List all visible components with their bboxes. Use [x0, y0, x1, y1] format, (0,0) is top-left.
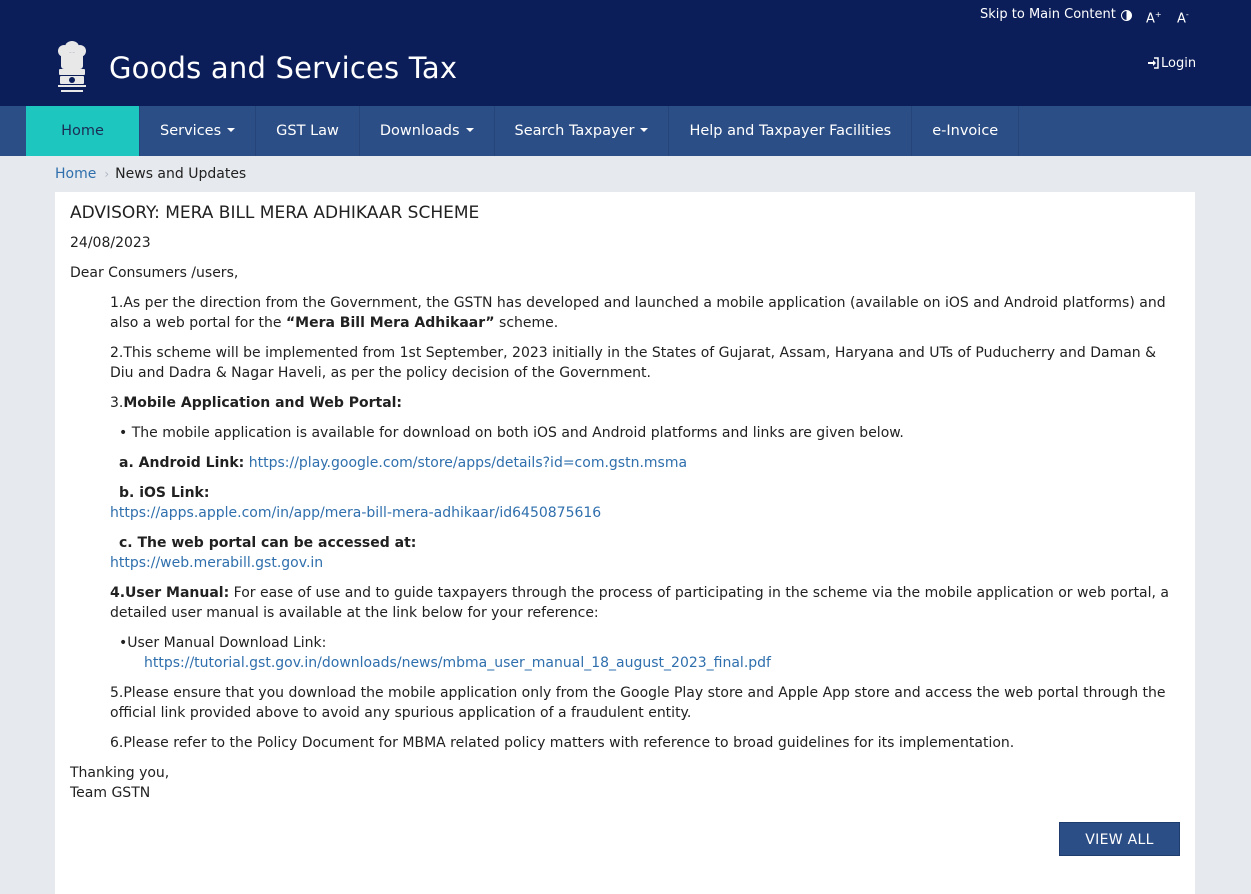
font-decrease-label: A	[1177, 11, 1186, 27]
paragraph-3-heading: Mobile Application and Web Portal:	[123, 395, 403, 411]
user-manual-link[interactable]: https://tutorial.gst.gov.in/downloads/news/mbma_user_manual_18_august_2023_final.pdf	[144, 655, 771, 671]
caret-down-icon	[640, 128, 648, 132]
bullet-mobile-app: • The mobile application is available for download on both iOS and Android platforms and links are given below.	[119, 425, 904, 441]
site-title[interactable]: Goods and Services Tax	[109, 51, 458, 85]
paragraph-4	[70, 583, 1180, 623]
caret-down-icon	[227, 128, 235, 132]
scheme-name: “Mera Bill Mera Adhikaar”	[285, 315, 495, 331]
sign-in-icon	[1147, 57, 1159, 69]
paragraph-4-heading: 4.User Manual:	[110, 585, 230, 601]
nav-item-help[interactable]	[669, 106, 912, 156]
nav-item-label: Home	[61, 123, 104, 139]
breadcrumb-home-link[interactable]: Home	[55, 166, 97, 182]
nav-item-label: GST Law	[276, 123, 339, 139]
user-manual-row	[70, 633, 1180, 673]
caret-down-icon	[466, 128, 474, 132]
main-nav	[0, 106, 1251, 156]
article-date: 24/08/2023	[70, 235, 151, 251]
ios-link-label: b. iOS Link:	[119, 485, 210, 501]
user-manual-label: •User Manual Download Link:	[119, 635, 327, 651]
nav-item-label: e-Invoice	[932, 123, 999, 139]
ios-link-row	[70, 483, 1180, 523]
login-label: Login	[1161, 56, 1197, 71]
web-portal-label: c. The web portal can be accessed at:	[119, 535, 417, 551]
nav-item-label: Downloads	[379, 123, 460, 139]
paragraph-5: 5.Please ensure that you download the mobile application only from the Google Play store and Apple App store and access the web portal through the official link provided above to avoid any spurious application of a fraudulent entity.	[110, 685, 1166, 721]
nav-item-gst-law[interactable]	[256, 106, 360, 156]
skip-to-main-content-link[interactable]: Skip to Main Content	[980, 7, 1116, 22]
font-decrease-button[interactable]	[1177, 0, 1189, 30]
login-link[interactable]	[1147, 54, 1196, 74]
paragraph-6: 6.Please refer to the Policy Document for MBMA related policy matters with reference to broad guidelines for its implementation.	[110, 735, 1015, 751]
android-link[interactable]: https://play.google.com/store/apps/details?id=com.gstn.msma	[248, 455, 688, 471]
font-decrease-sup: -	[1185, 10, 1189, 19]
contrast-icon[interactable]	[1121, 10, 1132, 21]
content-panel	[55, 192, 1195, 894]
utility-bar	[0, 0, 1251, 30]
nav-item-services[interactable]	[140, 106, 256, 156]
paragraph-3	[70, 393, 1180, 413]
nav-item-home[interactable]	[26, 106, 140, 156]
paragraph-3-number: 3.	[110, 395, 124, 411]
view-all-button[interactable]: VIEW ALL	[1059, 822, 1180, 856]
web-portal-link[interactable]: https://web.merabill.gst.gov.in	[110, 555, 324, 571]
national-emblem-icon[interactable]	[55, 39, 89, 97]
article-title: ADVISORY: MERA BILL MERA ADHIKAAR SCHEME	[70, 203, 480, 223]
nav-item-label: Services	[160, 123, 222, 139]
paragraph-4-text: For ease of use and to guide taxpayers through the process of participating in the scheme via the mobile application or web portal, a detailed user manual is available at the link below for your reference:	[110, 585, 1170, 621]
nav-item-downloads[interactable]	[360, 106, 495, 156]
breadcrumb	[55, 164, 246, 184]
breadcrumb-separator-icon: ›	[104, 167, 110, 181]
paragraph-1	[70, 293, 1180, 333]
nav-item-label: Search Taxpayer	[514, 123, 635, 139]
font-increase-sup: +	[1154, 10, 1162, 19]
closing-signature: Team GSTN	[70, 785, 151, 801]
paragraph-1-tail: scheme.	[494, 315, 559, 331]
font-increase-button[interactable]	[1146, 0, 1162, 30]
web-portal-row	[70, 533, 1180, 573]
article-greeting: Dear Consumers /users,	[70, 265, 239, 281]
android-link-label: a. Android Link:	[119, 455, 245, 471]
paragraph-2: 2.This scheme will be implemented from 1st September, 2023 initially in the States of Gujarat, Assam, Haryana and UTs of Puducherry and Daman & Diu and Dadra & Nagar Haveli, as per the policy decision of the Government.	[110, 345, 1157, 381]
closing-thanks: Thanking you,	[70, 765, 170, 781]
breadcrumb-current: News and Updates	[115, 166, 247, 182]
nav-item-search-taxpayer[interactable]	[495, 106, 670, 156]
article	[70, 202, 1180, 803]
ios-link[interactable]: https://apps.apple.com/in/app/mera-bill-mera-adhikaar/id6450875616	[110, 505, 602, 521]
nav-item-label: Help and Taxpayer Facilities	[689, 123, 892, 139]
paragraph-1-text: 1.As per the direction from the Government, the GSTN has developed and launched a mobile application (available on iOS and Android platforms) and also a web portal for the	[110, 295, 1166, 331]
site-header	[0, 30, 1251, 106]
android-link-row	[70, 453, 1180, 473]
nav-item-e-invoice[interactable]	[912, 106, 1019, 156]
font-increase-label: A	[1146, 11, 1155, 27]
